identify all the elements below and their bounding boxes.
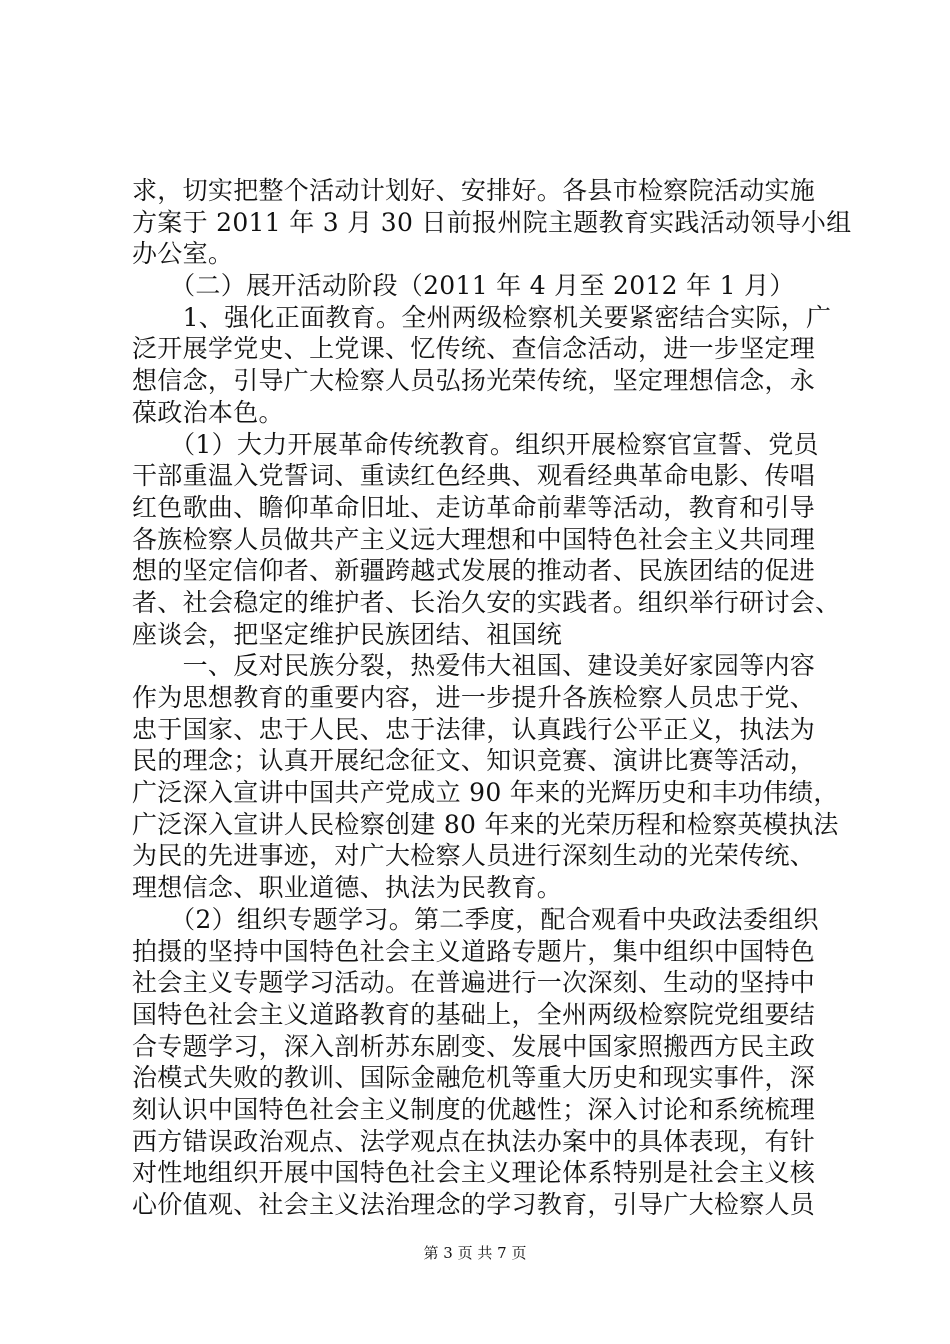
text-line: 治模式失败的教训、国际金融危机等重大历史和现实事件，深	[132, 1063, 816, 1093]
text-line: 方案于 2011 年 3 月 30 日前报州院主题教育实践活动领导小组	[132, 207, 852, 237]
text-line: 求，切实把整个活动计划好、安排好。各县市检察院活动实施	[132, 176, 816, 205]
text-line: 座谈会，把坚定维护民族团结、祖国统	[132, 619, 563, 649]
text-line: 干部重温入党誓词、重读红色经典、观看经典革命电影、传唱	[132, 461, 816, 491]
text-line: 想信念，引导广大检察人员弘扬光荣传统，坚定理想信念，永	[132, 366, 816, 396]
text-line: 泛开展学党史、上党课、忆传统、查信念活动，进一步坚定理	[132, 334, 816, 364]
text-line: 对性地组织开展中国特色社会主义理论体系特别是社会主义核	[132, 1158, 816, 1188]
text-line: 合专题学习，深入剖析苏东剧变、发展中国家照搬西方民主政	[132, 1031, 816, 1061]
text-line: 西方错误政治观点、法学观点在执法办案中的具体表现，有针	[132, 1126, 816, 1156]
text-line: 理想信念、职业道德、执法为民教育。	[132, 873, 563, 903]
document-body	[132, 175, 852, 1221]
text-line: 1、强化正面教育。全州两级检察机关要紧密结合实际，广	[132, 302, 832, 332]
text-line: 拍摄的坚持中国特色社会主义道路专题片，集中组织中国特色	[132, 936, 816, 966]
text-line: 社会主义专题学习活动。在普遍进行一次深刻、生动的坚持中	[132, 968, 816, 998]
text-line: 广泛深入宣讲中国共产党成立 90 年来的光辉历史和丰功伟绩，	[132, 778, 839, 808]
text-line: （二）展开活动阶段（2011 年 4 月至 2012 年 1 月）	[132, 271, 795, 301]
text-line: 刻认识中国特色社会主义制度的优越性；深入讨论和系统梳理	[132, 1094, 816, 1124]
text-line: 为民的先进事迹，对广大检察人员进行深刻生动的光荣传统、	[132, 841, 816, 871]
text-line: 各族检察人员做共产主义远大理想和中国特色社会主义共同理	[132, 524, 816, 554]
text-line: （2）组织专题学习。第二季度，配合观看中央政法委组织	[132, 904, 819, 934]
text-line: 民的理念；认真开展纪念征文、知识竞赛、演讲比赛等活动，	[132, 746, 816, 776]
text-line: 红色歌曲、瞻仰革命旧址、走访革命前辈等活动，教育和引导	[132, 492, 816, 522]
text-line: （1）大力开展革命传统教育。组织开展检察官宣誓、党员	[132, 429, 819, 459]
text-line: 广泛深入宣讲人民检察创建 80 年来的光荣历程和检察英模执法	[132, 809, 839, 839]
text-line: 葆政治本色。	[132, 397, 284, 427]
text-line: 国特色社会主义道路教育的基础上，全州两级检察院党组要结	[132, 999, 816, 1029]
text-line: 作为思想教育的重要内容，进一步提升各族检察人员忠于党、	[132, 683, 816, 712]
text-line: 者、社会稳定的维护者、长治久安的实践者。组织举行研讨会、	[132, 587, 841, 617]
text-line: 想的坚定信仰者、新疆跨越式发展的推动者、民族团结的促进	[132, 556, 816, 586]
text-line: 办公室。	[132, 239, 234, 269]
text-line: 忠于国家、忠于人民、忠于法律，认真践行公平正义，执法为	[132, 714, 816, 744]
text-line: 心价值观、社会主义法治理念的学习教育，引导广大检察人员	[132, 1190, 816, 1219]
text-line: 一、反对民族分裂，热爱伟大祖国、建设美好家园等内容	[132, 651, 816, 681]
page-footer: 第 3 页 共 7 页	[423, 1244, 527, 1262]
